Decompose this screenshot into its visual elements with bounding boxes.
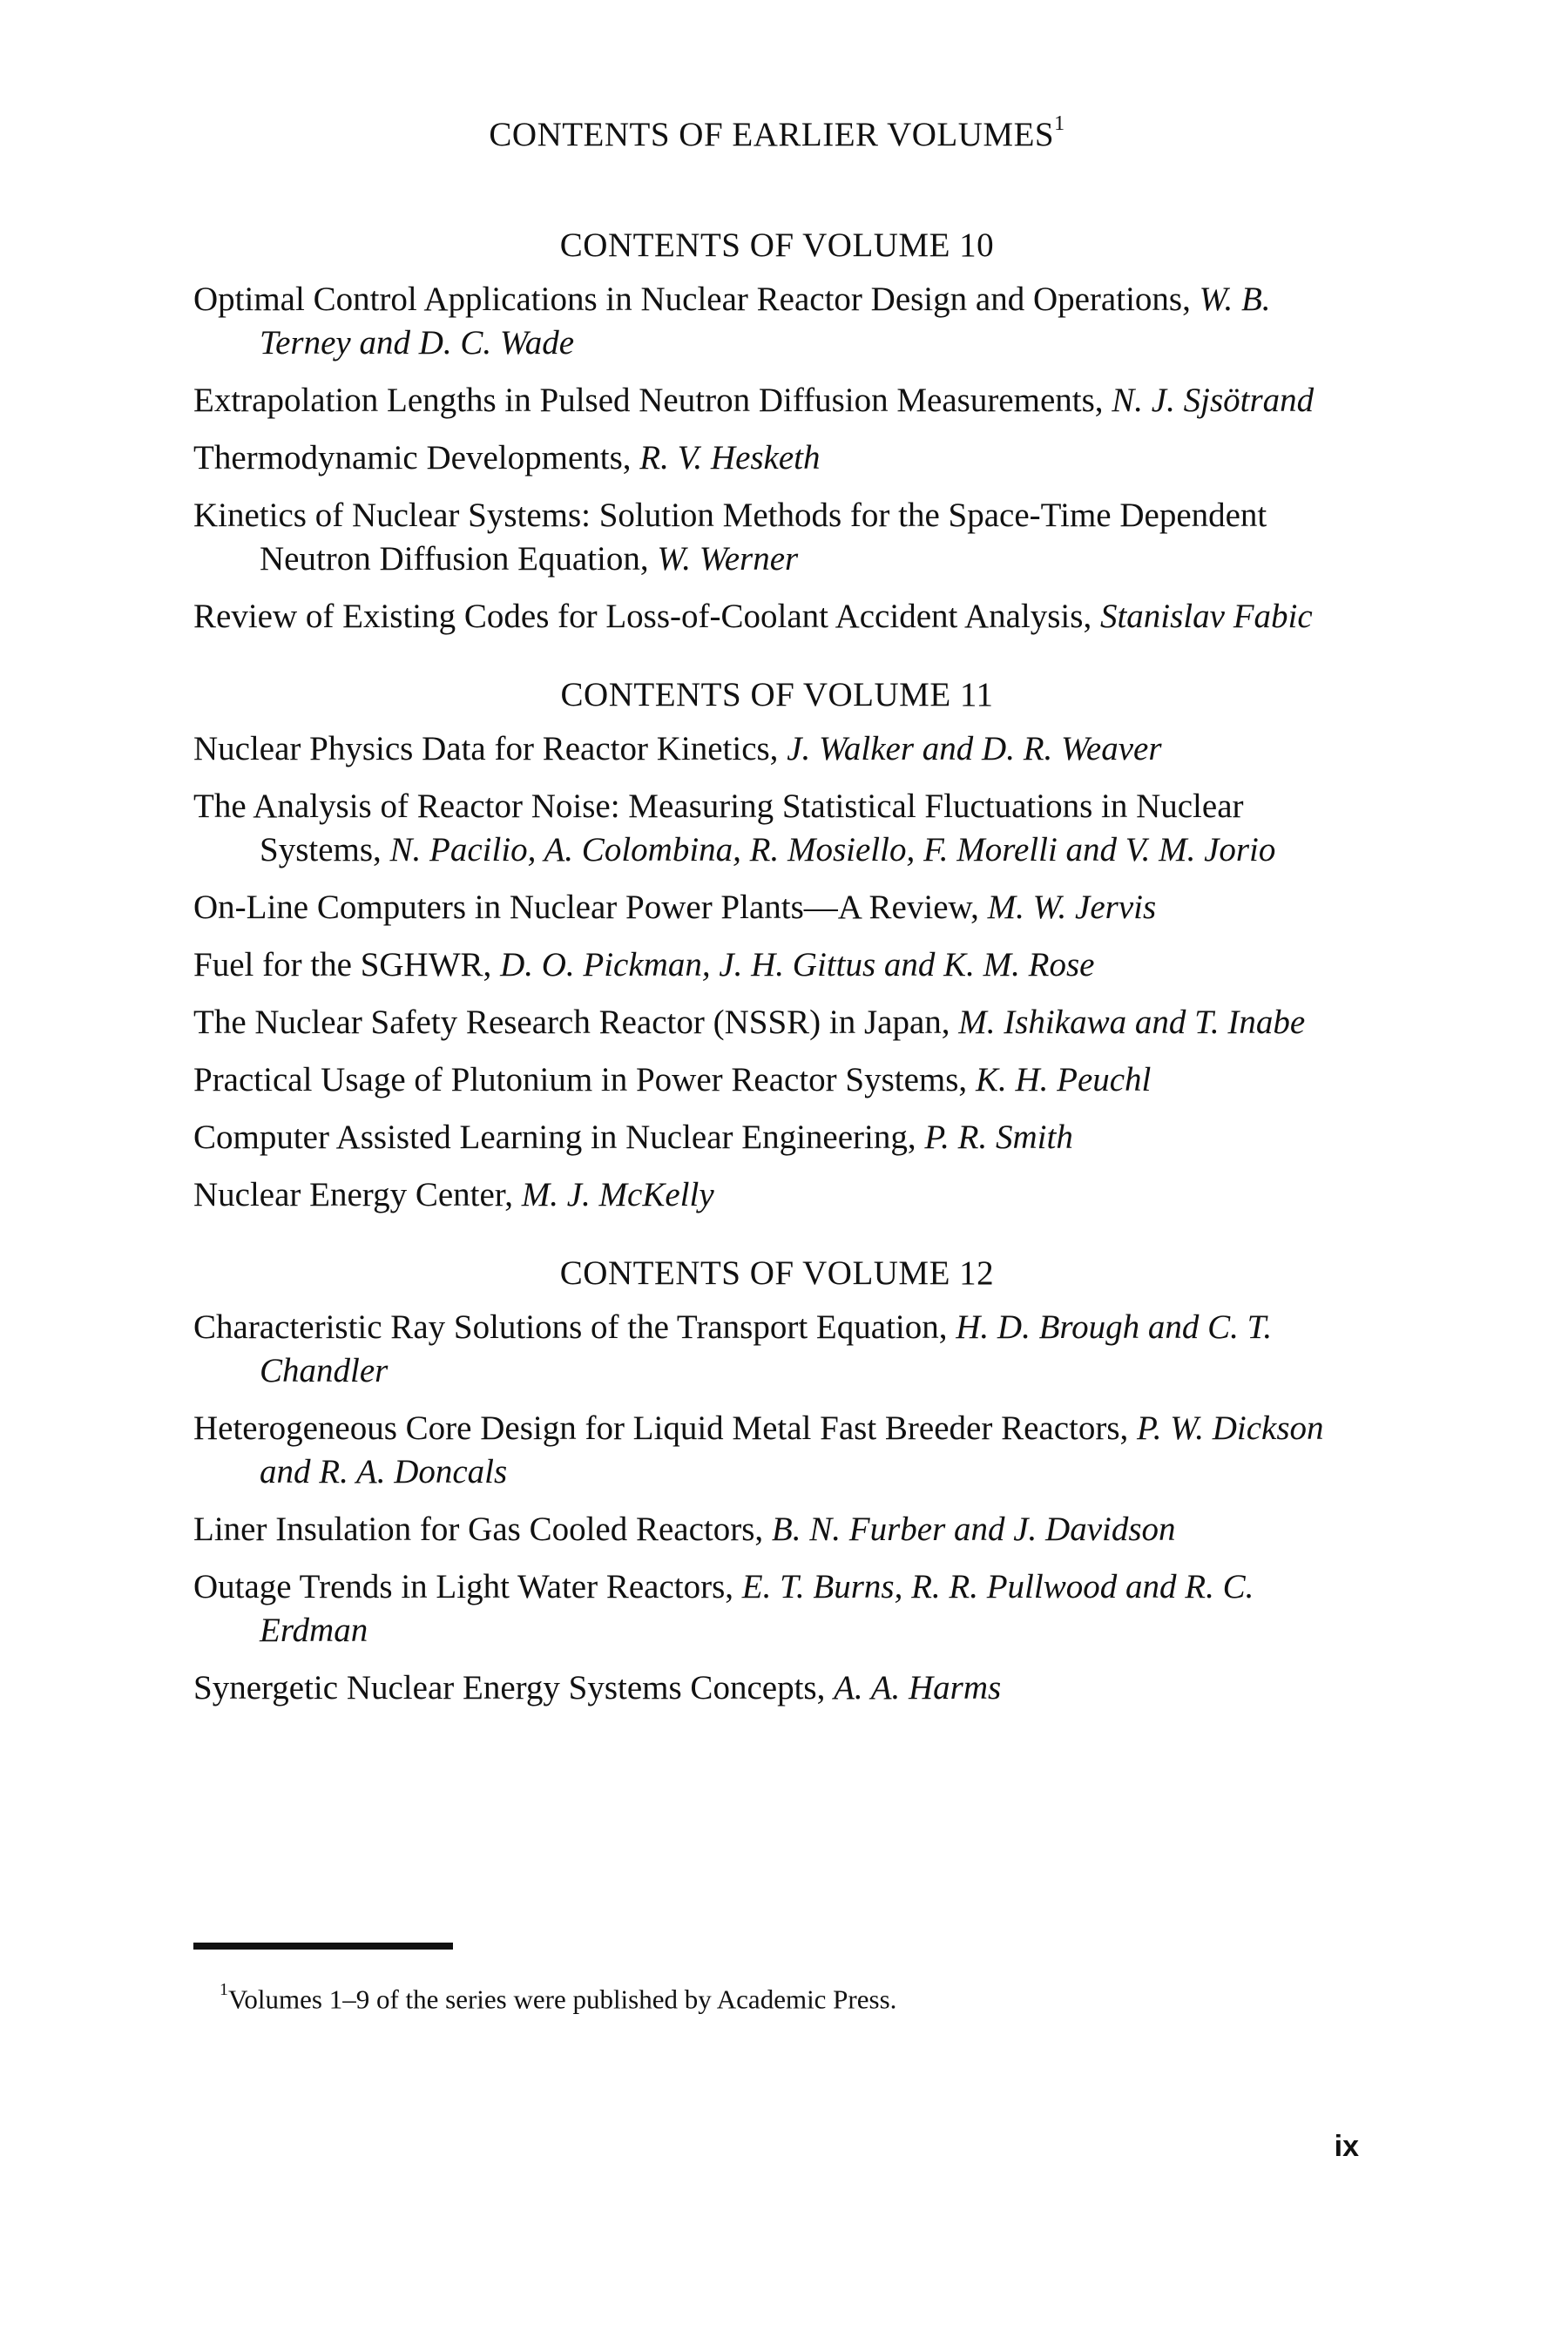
- entry-authors: M. Ishikawa and T. Inabe: [958, 1004, 1306, 1041]
- entry-list: [193, 1306, 1361, 1710]
- section-heading: CONTENTS OF VOLUME 11: [560, 676, 994, 713]
- list-item: [193, 494, 1361, 581]
- list-item: [193, 278, 1361, 365]
- footnote-text: Volumes 1–9 of the series were published by Academic Press.: [228, 1984, 897, 2015]
- entry-title: Nuclear Energy Center,: [193, 1176, 513, 1213]
- page-number: ix: [1334, 2130, 1359, 2163]
- list-item: [193, 727, 1361, 771]
- entry-authors: M. W. Jervis: [987, 889, 1157, 926]
- list-item: [193, 1173, 1361, 1217]
- list-item: [193, 595, 1361, 639]
- footnote: [220, 1976, 896, 2017]
- entry-authors: A. A. Harms: [834, 1669, 1002, 1707]
- section-volume-11: [193, 673, 1361, 1217]
- entry-title: The Nuclear Safety Research Reactor (NSSR) in Japan,: [193, 1004, 950, 1041]
- entry-title: Liner Insulation for Gas Cooled Reactors,: [193, 1511, 764, 1548]
- section-heading: CONTENTS OF VOLUME 12: [559, 1254, 995, 1292]
- entry-title: Synergetic Nuclear Energy Systems Concepts,: [193, 1669, 826, 1707]
- list-item: [193, 886, 1361, 929]
- entry-authors: W. B. Terney and D. C. Wade: [260, 280, 1271, 362]
- list-item: [193, 1407, 1361, 1494]
- document-page: [193, 105, 1361, 2300]
- list-item: [193, 1666, 1361, 1710]
- entry-authors: H. D. Brough and C. T. Chandler: [260, 1308, 1273, 1389]
- entry-authors: Stanislav Fabic: [1099, 598, 1313, 635]
- entry-title: Fuel for the SGHWR,: [193, 946, 492, 983]
- entry-authors: E. T. Burns, R. R. Pullwood and R. C. Erdman: [260, 1568, 1254, 1649]
- list-item: [193, 1058, 1361, 1102]
- entry-authors: P. R. Smith: [924, 1119, 1073, 1156]
- section-heading: CONTENTS OF VOLUME 10: [559, 226, 995, 264]
- list-item: [193, 436, 1361, 480]
- entry-authors: M. J. McKelly: [521, 1176, 714, 1213]
- page-title: [193, 105, 1361, 158]
- entry-title: Review of Existing Codes for Loss-of-Coolant Accident Analysis,: [193, 598, 1092, 635]
- entry-list: [193, 278, 1361, 639]
- entry-title: Characteristic Ray Solutions of the Transport Equation,: [193, 1308, 948, 1346]
- list-item: [193, 379, 1361, 422]
- list-item: [193, 1116, 1361, 1159]
- entry-title: Heterogeneous Core Design for Liquid Metal Fast Breeder Reactors,: [193, 1409, 1129, 1447]
- entry-authors: B. N. Furber and J. Davidson: [771, 1511, 1176, 1548]
- entry-authors: W. Werner: [657, 540, 799, 578]
- entry-title: Outage Trends in Light Water Reactors,: [193, 1568, 734, 1605]
- entry-authors: R. V. Hesketh: [639, 439, 821, 476]
- list-item: [193, 1508, 1361, 1551]
- entry-authors: J. Walker and D. R. Weaver: [787, 730, 1162, 767]
- section-volume-10: [193, 224, 1361, 639]
- entry-title: On-Line Computers in Nuclear Power Plants—A Review,: [193, 889, 979, 926]
- footnote-mark: 1: [220, 1980, 228, 1999]
- list-item: [193, 943, 1361, 987]
- entry-authors: K. H. Peuchl: [975, 1061, 1152, 1098]
- list-item: [193, 1001, 1361, 1044]
- entry-title: Optimal Control Applications in Nuclear Reactor Design and Operations,: [193, 280, 1191, 318]
- footnote-divider: [193, 1943, 453, 1950]
- entry-list: [193, 727, 1361, 1217]
- entry-authors: D. O. Pickman, J. H. Gittus and K. M. Rose: [500, 946, 1095, 983]
- entry-title: Thermodynamic Developments,: [193, 439, 632, 476]
- list-item: [193, 1306, 1361, 1393]
- list-item: [193, 1565, 1361, 1652]
- entry-title: Practical Usage of Plutonium in Power Reactor Systems,: [193, 1061, 968, 1098]
- page-title-text: CONTENTS OF EARLIER VOLUMES: [489, 116, 1055, 153]
- entry-authors: P. W. Dickson and R. A. Doncals: [260, 1409, 1324, 1490]
- entry-title: Computer Assisted Learning in Nuclear Engineering,: [193, 1119, 916, 1156]
- entry-authors: N. J. Sjsötrand: [1112, 382, 1315, 419]
- entry-title: Kinetics of Nuclear Systems: Solution Methods for the Space-Time Dependent Neutron Diffusion Equation,: [193, 497, 1267, 578]
- entry-authors: N. Pacilio, A. Colombina, R. Mosiello, F. Morelli and V. M. Jorio: [389, 831, 1276, 868]
- list-item: [193, 785, 1361, 872]
- entry-title: Nuclear Physics Data for Reactor Kinetics,: [193, 730, 779, 767]
- entry-title: The Analysis of Reactor Noise: Measuring Statistical Fluctuations in Nuclear Systems,: [193, 787, 1244, 868]
- footnote-reference: 1: [1054, 112, 1065, 135]
- section-volume-12: [193, 1252, 1361, 1710]
- entry-title: Extrapolation Lengths in Pulsed Neutron Diffusion Measurements,: [193, 382, 1104, 419]
